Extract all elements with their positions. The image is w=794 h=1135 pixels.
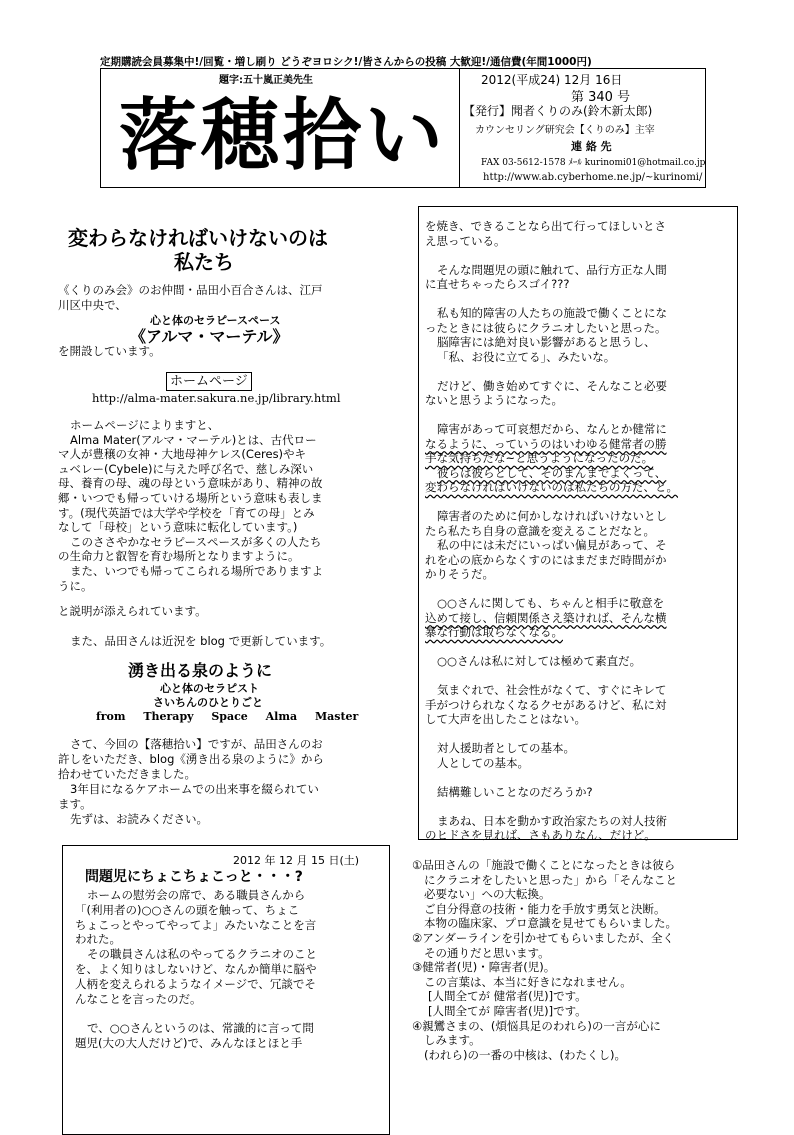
intro-line-2: 川区中央で、 [58,298,127,312]
blog-subtitle-3: from Therapy Space Alma Master [96,710,359,723]
note-line: [人間全てが 障害者(児)]です。 [428,1003,587,1018]
text-line: ○○さんは私に対しては極めて素直だ。 [437,654,642,668]
text-line [425,248,678,263]
blog-post-date: 2012 年 12 月 15 日(土) [233,854,360,867]
text-line [425,727,678,742]
note-line: しみます。 [424,1033,481,1048]
text-line: ホームページによりますと、 [70,418,220,432]
text-line [425,669,678,684]
text-line: 母、養育の母、魂の母という意味があり、精神の故 [58,476,323,491]
text-line [425,292,678,307]
note-line: にクラニオをしたいと思った」から「そんなこと [424,872,677,887]
note-line: [人間全てが 健常者(児)]です。 [428,989,587,1004]
text-line: 脳障害には絶対良い影響があると思うし、 [437,335,656,349]
blog-subtitle-2: さいちんのひとりごと [153,696,263,709]
text-line: ちょこっとやってやってよ」みたいなことを言 [75,917,317,932]
text-line: また、いつでも帰ってこられる場所でありますよ [70,563,323,578]
contact-label: 連 絡 先 [571,140,612,153]
note-line: 必要ない」への大転換。 [424,887,551,902]
text-line: 結構難しいことなのだろうか? [437,784,593,799]
text-line: ったときには彼らにクラニオしたいと思った。 [425,320,667,335]
text-line [425,799,678,814]
text-line: んなことを言ったのだ。 [75,991,202,1006]
headline-line-1: 変わらなければいけないのは [68,226,328,250]
text-line: 「私、お役に立てる」、みたいな。 [437,349,616,364]
text-line: 題児(大の大人だけど)で、みんなほとほと手 [75,1035,303,1050]
note-line: ①品田さんの「施設で働くことになったときは彼ら [412,858,676,872]
text-line: 許しをいただき、blog《湧き出る泉のように》から [58,752,324,766]
text-line [425,408,678,423]
text-line: 対人援助者としての基本。 [437,741,575,755]
note-line: ②アンダーラインを引かせてもらいましたが、全く [412,930,675,945]
blog-note: また、品田さんは近況を blog で更新しています。 [70,634,332,648]
intro-line-1: 《くりのみ会》のお仲間・品田小百合さんは、江戸 [58,283,323,297]
text-line: このささやかなセラピースペースが多くの人たち [70,534,322,549]
text-line: 私の中には未だにいっぱい偏見があって、そ [437,538,667,552]
blog-subtitle-1: 心と体のセラピスト [160,682,259,695]
text-line: その職員さんは私のやってるクラニオのこと [87,947,317,962]
text-line: ます。 [58,797,92,811]
text-line: 気まぐれで、社会性がなくて、すぐにキレて [437,683,667,697]
underlined-line: 彼らは彼らとして、そのまんまでよくって、 [437,465,667,480]
explained-text: と説明が添えられています。 [58,604,207,618]
text-line: 郷・いつでも帰っていける場所という意味も表しま [58,490,323,505]
text-line: かりそうだ。 [425,567,494,581]
text-line: われた。 [75,932,121,947]
masthead [100,68,706,188]
space-subtitle: 心と体のセラピースペース [150,314,281,327]
underlined-line: 暴な行動は取らなくなる。 [425,625,563,639]
note-line: ご自分得意の技術・能力を手放す勇気と決断。 [424,901,666,916]
underlined-line: なるように、っていうのはいわゆる健常者の勝 [425,436,667,451]
text-line: れを心の底からなくすのにはまだまだ時間がか [425,552,667,567]
text-line: そんな問題児の頭に触れて、品行方正な人間 [437,262,667,277]
text-line: 人としての基本。 [437,755,529,770]
text-line: だけど、働き始めてすぐに、そんなこと必要 [437,378,667,393]
text-line: なして「母校」という意味に転化しています。) [58,520,298,535]
text-line: 障害があって可哀想だから、なんとか健常に [437,422,667,436]
text-line [425,770,678,785]
text-line: 先ずは、お読みください。 [70,812,208,826]
text-line [425,640,678,655]
top-notice: 定期購読会員募集中!/回覧・増し刷り どうぞヨロシク!/皆さんからの投稿 大歓迎!/通信費(年間1000円) [100,56,592,68]
blog-title: 湧き出る泉のように [128,661,273,680]
homepage-label[interactable]: ホームページ [166,372,252,391]
masthead-title: 落穂拾い [119,90,448,181]
blog-quote-box [62,845,390,1135]
note-line: 本物の臨床家、プロ意識を見せてもらいました。 [424,916,677,931]
note-line: (われら)の一番の中核は、(わたくし)。 [424,1047,626,1062]
text-line: ホームの慰労会の席で、ある職員さんから [87,888,306,902]
text-line: 拾わせていただきました。 [58,767,196,781]
header-divider [459,69,460,187]
blog-continuation-box [418,206,738,840]
note-line: この言葉は、本当に好きになれません。 [424,974,632,989]
text-line: の生命力と叡智を育む場所となりますように。 [58,549,300,564]
intro-to-blog-paragraph [58,737,324,827]
text-line [425,495,678,510]
underlined-line: 変わらなければいけないのは私たちの方だ、と。 [425,480,678,494]
text-line: して大声を出したことはない。 [425,712,586,726]
blog-post-body [75,888,317,1051]
text-line: 「(利用者の)○○さんの頭を触って、ちょこ [75,902,300,917]
note-line: ③健常者(児)・障害者(児)。 [412,960,556,975]
text-line: を焼き、できることなら出て行ってほしいとさ [425,219,667,233]
text-line: に直せちゃったらスゴイ??? [425,277,570,291]
issue-date: 2012(平成24) 12月 16日 [481,73,623,87]
calligraphy-credit: 題字:五十嵐正美先生 [219,75,313,86]
underlined-line: 込めて接し、信頼関係さえ築ければ、そんな横 [425,610,667,625]
text-line: 私も知的障害の人たちの施設で働くことにな [437,306,667,320]
text-line: え思っている。 [425,233,506,248]
blog-continuation-body [425,219,678,843]
opened-text: を開設しています。 [58,344,161,358]
alma-mater-paragraph [58,418,323,593]
blog-post-title: 問題児にちょこちょこっと・・・? [85,869,303,885]
fax-email: FAX 03-5612-1578 ﾒｰﾙ kurinomi01@hotmail.co.jp [481,158,706,168]
text-line: ュベレー(Cybele)に与えた呼び名で、慈しみ深い [58,461,314,476]
text-line: 障害者のために何かしなければいけないとし [437,509,667,523]
text-line: 手がつけられなくなるクセがあるけど、私に対 [425,697,667,712]
space-name: 《アルマ・マーテル》 [130,327,289,346]
text-line: ないと思うようになった。 [425,393,563,407]
text-line: のヒドさを見れば、さもありなん、だけど。 [425,828,656,842]
issue-number: 第 340 号 [571,90,631,105]
text-line [75,1006,317,1021]
editor-notes [412,858,677,1062]
organization: カウンセリング研究会【くりのみ】主宰 [475,125,655,136]
text-line: を、よく知りはしないけど、なんか簡単に脳や [75,961,317,976]
note-line: ④親鸞さまの、(煩悩具足のわれら)の一言が心に [412,1018,661,1033]
homepage-url[interactable]: http://alma-mater.sakura.ne.jp/library.html [92,391,341,405]
text-line: 3年目になるケアホームでの出来事を綴られてい [70,782,319,796]
text-line: Alma Mater(アルマ・マーテル)とは、古代ロー [70,432,317,447]
note-line: その通りだと思います。 [424,945,550,960]
text-line: うに。 [58,578,93,593]
text-line [425,582,678,597]
publisher: 【発行】聞者くりのみ(鈴木新太郎) [463,104,653,118]
text-line: さて、今回の【落穂拾い】ですが、品田さんのお [70,737,323,751]
text-line: で、○○さんというのは、常識的に言って問 [87,1021,314,1036]
headline-line-2: 私たち [174,250,234,274]
text-line: す。(現代英語では大学や学校を「育ての母」とみ [58,505,315,520]
website-url[interactable]: http://www.ab.cyberhome.ne.jp/~kurinomi/ [483,172,703,183]
text-line: 人柄を変えられるようなイメージで、冗談でそ [75,976,316,991]
text-line [425,364,678,379]
text-line: まあね、日本を動かす政治家たちの対人技術 [437,813,667,828]
text-line: たら私たち自身の意識を変えることだなと。 [425,523,655,538]
text-line: ○○さんに関しても、ちゃんと相手に敬意を [437,596,665,610]
underlined-line: 手な気持ちだな~と思うようになったのだ。 [425,451,654,465]
text-line: マ人が豊穣の女神・大地母神ケレス(Ceres)やキ [58,447,307,462]
